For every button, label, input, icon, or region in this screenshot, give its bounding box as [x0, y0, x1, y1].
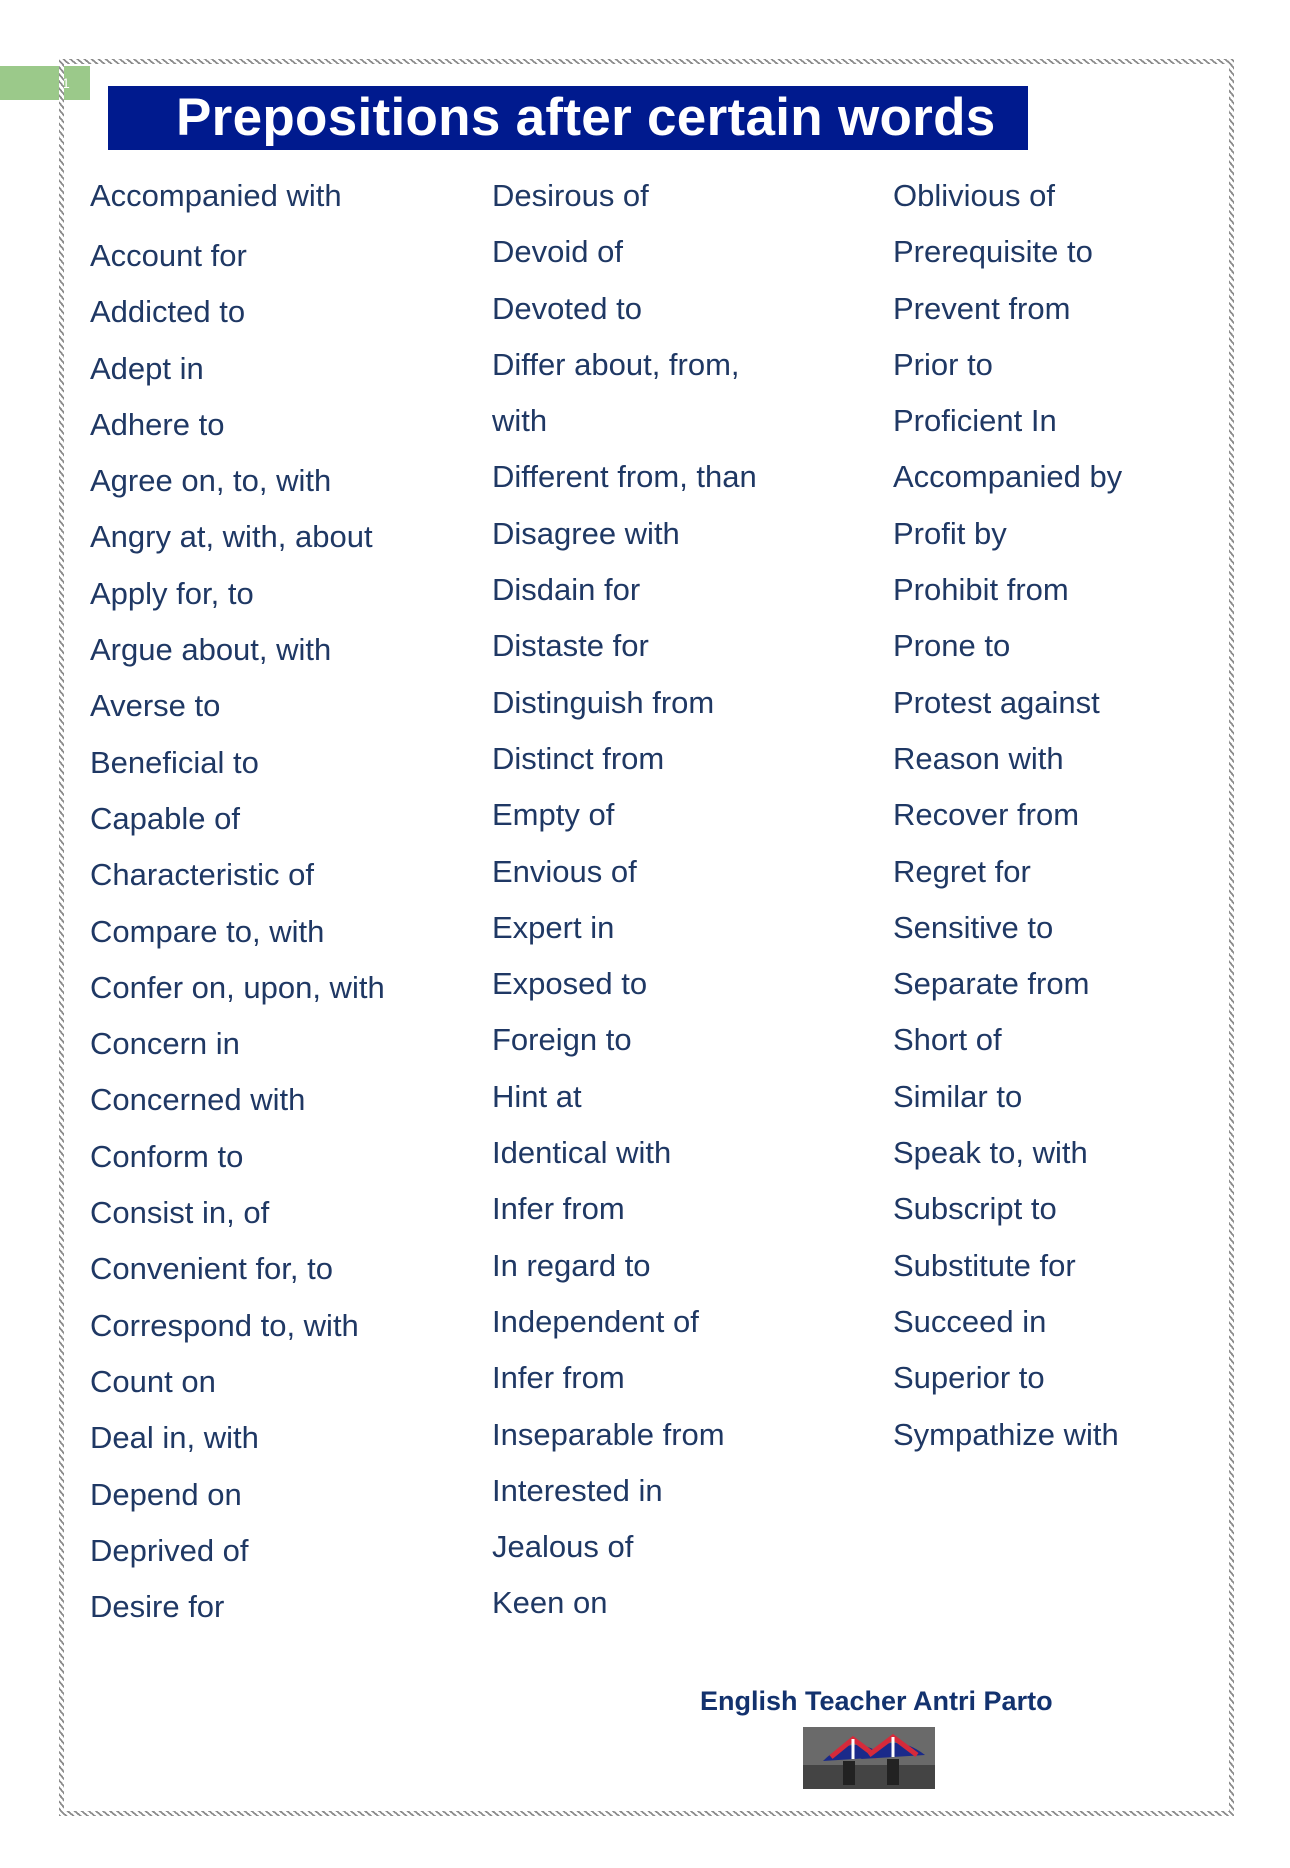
- word-entry: Angry at, with, about: [90, 519, 373, 555]
- word-entry: Different from, than: [492, 459, 757, 495]
- word-entry: Prone to: [893, 628, 1011, 664]
- word-entry: Expert in: [492, 909, 615, 945]
- word-entry: Accompanied by: [893, 459, 1123, 495]
- word-entry: Concerned with: [90, 1082, 306, 1118]
- page-number: 1: [62, 75, 70, 91]
- word-entry: Capable of: [90, 800, 240, 836]
- word-entry: Deal in, with: [90, 1420, 259, 1456]
- word-entry: Adhere to: [90, 406, 225, 442]
- word-entry: Convenient for, to: [90, 1251, 333, 1287]
- word-entry: Hint at: [492, 1078, 582, 1114]
- word-entry: Devoted to: [492, 290, 642, 326]
- word-entry: Agree on, to, with: [90, 463, 332, 499]
- word-entry: Consist in, of: [90, 1195, 270, 1231]
- word-entry: Prohibit from: [893, 572, 1069, 608]
- word-entry: Prior to: [893, 346, 993, 382]
- word-entry: Addicted to: [90, 294, 246, 330]
- word-entry: Disagree with: [492, 515, 680, 551]
- word-entry: Foreign to: [492, 1022, 632, 1058]
- word-column-2: [492, 172, 757, 1636]
- word-entry: Exposed to: [492, 966, 648, 1002]
- word-entry: Substitute for: [893, 1247, 1076, 1283]
- word-entry: Inseparable from: [492, 1416, 725, 1452]
- word-entry: Superior to: [893, 1360, 1045, 1396]
- word-entry: Distinguish from: [492, 684, 715, 720]
- word-entry: Desire for: [90, 1589, 225, 1625]
- word-entry: Conform to: [90, 1138, 244, 1174]
- word-entry: Infer from: [492, 1360, 625, 1396]
- word-entry: Argue about, with: [90, 632, 332, 668]
- word-entry: Interested in: [492, 1472, 663, 1508]
- word-entry: Count on: [90, 1363, 216, 1399]
- word-entry: Envious of: [492, 853, 637, 889]
- word-entry: Sympathize with: [893, 1416, 1119, 1452]
- word-entry: Profit by: [893, 515, 1007, 551]
- word-entry: Identical with: [492, 1135, 672, 1171]
- word-entry: Deprived of: [90, 1532, 249, 1568]
- title-banner: [108, 86, 1028, 150]
- word-entry: Short of: [893, 1022, 1002, 1058]
- word-entry: Account for: [90, 238, 247, 273]
- word-entry: Averse to: [90, 688, 221, 724]
- word-entry: Similar to: [893, 1078, 1023, 1114]
- word-column-3: [893, 172, 1122, 1467]
- word-entry: Beneficial to: [90, 744, 259, 780]
- word-entry: Adept in: [90, 350, 204, 386]
- word-entry: Disdain for: [492, 572, 641, 608]
- word-entry: Subscript to: [893, 1191, 1057, 1227]
- word-entry: In regard to: [492, 1247, 651, 1283]
- word-entry: Infer from: [492, 1191, 625, 1227]
- word-entry: Protest against: [893, 684, 1100, 720]
- word-entry: Depend on: [90, 1476, 242, 1512]
- word-entry: Distaste for: [492, 628, 649, 664]
- page-title: Prepositions after certain words: [176, 88, 996, 147]
- umbrella-image: [803, 1727, 935, 1789]
- word-entry: with: [492, 403, 548, 439]
- word-entry: Recover from: [893, 797, 1080, 833]
- word-entry: Separate from: [893, 966, 1090, 1002]
- word-entry: Prerequisite to: [893, 234, 1093, 270]
- word-entry: Speak to, with: [893, 1135, 1088, 1171]
- word-entry: Empty of: [492, 797, 615, 833]
- word-entry: Distinct from: [492, 740, 665, 776]
- word-entry: Characteristic of: [90, 857, 314, 893]
- word-entry: Regret for: [893, 853, 1031, 889]
- word-entry: Prevent from: [893, 290, 1071, 326]
- umbrella-photo: [803, 1727, 935, 1789]
- word-entry: Oblivious of: [893, 178, 1055, 213]
- word-entry: Concern in: [90, 1026, 240, 1062]
- footer-credit: English Teacher Antri Parto: [700, 1686, 1053, 1716]
- word-entry: Sensitive to: [893, 909, 1054, 945]
- word-entry: Reason with: [893, 740, 1064, 776]
- word-entry: Confer on, upon, with: [90, 969, 385, 1005]
- word-entry: Accompanied with: [90, 178, 342, 213]
- word-entry: Differ about, from,: [492, 346, 740, 382]
- word-entry: Apply for, to: [90, 575, 254, 611]
- word-entry: Devoid of: [492, 234, 623, 270]
- word-entry: Independent of: [492, 1303, 699, 1339]
- word-entry: Succeed in: [893, 1303, 1047, 1339]
- word-entry: Desirous of: [492, 178, 649, 213]
- word-entry: Proficient In: [893, 403, 1057, 439]
- word-entry: Keen on: [492, 1585, 608, 1621]
- word-entry: Compare to, with: [90, 913, 325, 949]
- word-column-1: [90, 172, 385, 1639]
- word-entry: Correspond to, with: [90, 1307, 359, 1343]
- word-entry: Jealous of: [492, 1529, 634, 1565]
